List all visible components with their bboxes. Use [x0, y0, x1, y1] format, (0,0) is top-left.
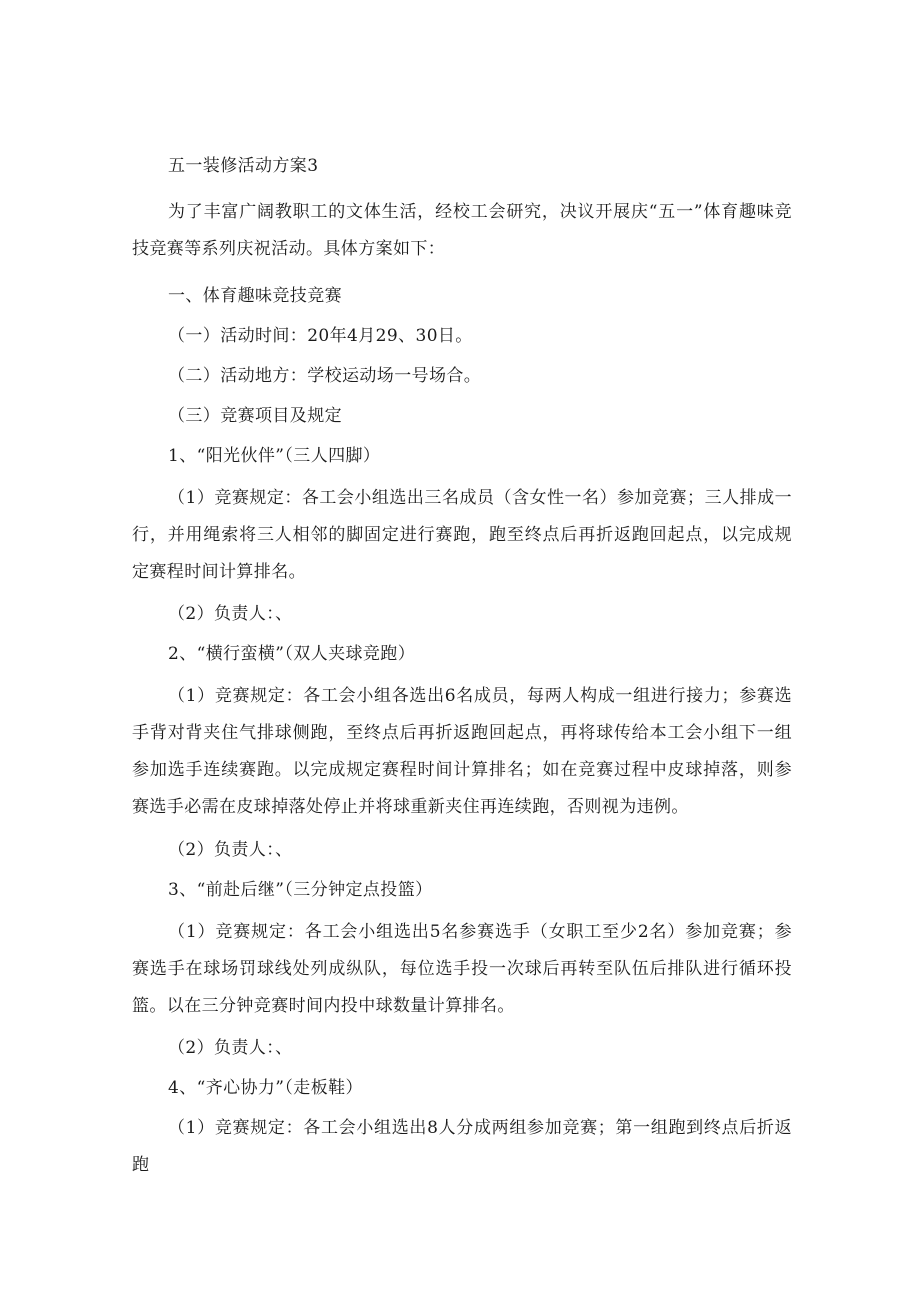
activity-location: （二）活动地方：学校运动场一号场合。	[168, 366, 482, 386]
event-3-responsible: （2）负责人：、	[168, 1038, 293, 1058]
event-1-rules: （1）竞赛规定：各工会小组选出三名成员（含女性一名）参加竞赛；三人排成一行，并用绳索将三人相邻的脚固定进行赛跑，跑至终点后再折返跑回起点，以完成规定赛程时间计算排名。	[132, 488, 792, 582]
activity-time: （一）活动时间：20年4月29、30日。	[168, 326, 473, 346]
event-2-heading: 2、“横行蛮横”（双人夹球竞跑）	[168, 644, 416, 664]
subsection-heading: （三）竞赛项目及规定	[168, 406, 342, 426]
event-1-heading: 1、“阳光伙伴”（三人四脚）	[168, 446, 381, 466]
document-title: 五一装修活动方案3	[168, 156, 319, 176]
event-4-rules: （1）竞赛规定：各工会小组选出8人分成两组参加竞赛；第一组跑到终点后折返跑	[132, 1118, 792, 1175]
event-3-heading: 3、“前赴后继”（三分钟定点投篮）	[168, 880, 433, 900]
event-2-rules: （1）竞赛规定：各工会小组各选出6名成员，每两人构成一组进行接力；参赛选手背对背夹住气排球侧跑，至终点后再折返跑回起点，再将球传给本工会小组下一组参加选手连续赛跑。以完成规定赛程时间计算排名；如在竞赛过程中皮球掉落，则参赛选手必需在皮球掉落处停止并将球重新夹住再连续跑，否则视为违例。	[132, 686, 792, 817]
event-2-responsible: （2）负责人：、	[168, 840, 293, 860]
section-heading-1: 一、体育趣味竞技竞赛	[168, 286, 342, 306]
paragraph-intro: 为了丰富广阔教职工的文体生活，经校工会研究，决议开展庆“五一”体育趣味竞技竞赛等系列庆祝活动。具体方案如下：	[132, 202, 792, 259]
event-3-rules: （1）竞赛规定：各工会小组选出5名参赛选手（女职工至少2名）参加竞赛；参赛选手在球场罚球线处列成纵队，每位选手投一次球后再转至队伍后排队进行循环投篮。以在三分钟竞赛时间内投中球数量计算排名。	[132, 922, 792, 1016]
event-1-responsible: （2）负责人：、	[168, 604, 293, 624]
event-4-heading: 4、“齐心协力”（走板鞋）	[168, 1078, 363, 1098]
